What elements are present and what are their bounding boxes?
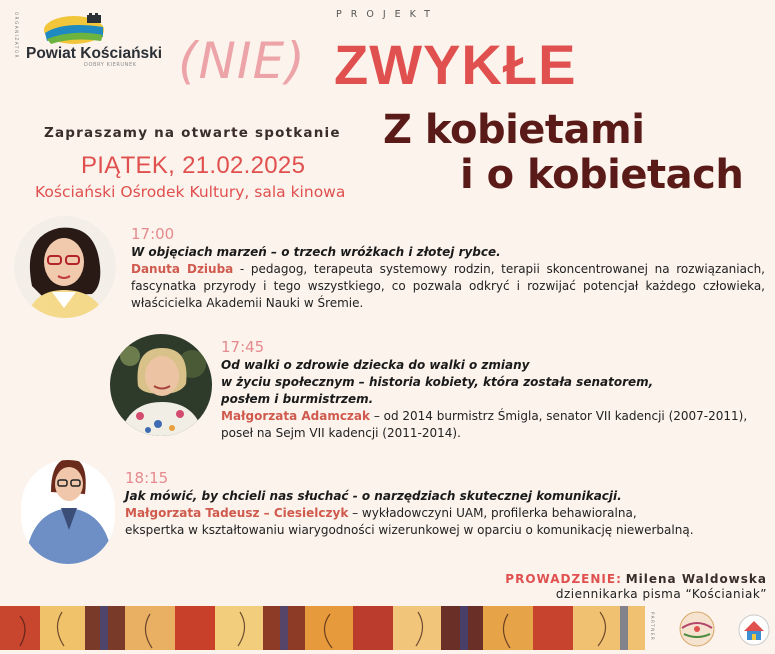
speaker-photo-2 <box>110 334 212 436</box>
invite-text: Zapraszamy na otwarte spotkanie <box>44 125 341 141</box>
session-1-time: 17:00 <box>131 225 175 243</box>
session-2-talk <box>221 357 741 408</box>
host-block <box>505 572 767 602</box>
session-2-time: 17:45 <box>221 338 265 356</box>
session-2-bio-line: – od 2014 burmistrz Śmigla, senator VII kadencji (2007-2011), <box>370 409 748 423</box>
host-label: PROWADZENIE: <box>505 572 622 586</box>
session-3-bio-line: – wykładowczyni UAM, profilerka behawioralna, <box>348 506 637 520</box>
host-role: dziennikarka pisma “Kościaniak” <box>555 587 767 601</box>
decorative-faces-strip <box>0 606 645 650</box>
speaker-photo-1 <box>14 216 116 318</box>
session-2-bio <box>221 408 766 442</box>
session-2-talk-line: posłem i burmistrzem. <box>221 392 374 406</box>
session-2-talk-line: Od walki o zdrowie dziecka do walki o zmiany <box>221 358 530 372</box>
subtitle-line-2: i o kobietach <box>460 152 744 198</box>
partner-area <box>646 606 775 650</box>
organizer-name: Powiat Kościański <box>26 45 163 62</box>
powiat-logo-icon <box>43 13 105 45</box>
session-3-talk: Jak mówić, by chcieli nas słuchać - o narzędziach skutecznej komunikacji. <box>125 489 622 503</box>
partner-house-icon <box>738 614 770 650</box>
partner-logo-icon <box>662 610 732 652</box>
session-3-time: 18:15 <box>125 469 169 487</box>
session-1-bio <box>131 261 765 312</box>
partner-label: PARTNER <box>650 612 655 642</box>
session-1-speaker: Danuta Dziuba <box>131 262 234 276</box>
event-venue: Kościański Ośrodek Kultury, sala kinowa <box>35 183 346 201</box>
session-2-speaker: Małgorzata Adamczak <box>221 409 370 423</box>
session-2-talk-line: w życiu społecznym – historia kobiety, która została senatorem, <box>221 375 654 389</box>
host-name: Milena Waldowska <box>625 572 767 586</box>
event-date: PIĄTEK, 21.02.2025 <box>81 152 306 179</box>
speaker-photo-3 <box>21 460 115 564</box>
subtitle-line-1: Z kobietami <box>383 107 645 153</box>
project-label: PROJEKT <box>336 9 439 20</box>
organizer-slogan: DOBRY KIERUNEK <box>84 62 137 68</box>
session-2-bio-line: poseł na Sejm VII kadencji (2011-2014). <box>221 426 461 440</box>
session-3-bio <box>125 505 765 539</box>
session-3-bio-line: ekspertka w kształtowaniu wiarygodności wizerunkowej w oparciu o komunikację niewerbalną. <box>125 523 694 537</box>
organizer-label: ORGANIZATOR <box>14 12 19 60</box>
title-nie: (NIE) <box>178 32 306 90</box>
title-zwykle: ZWYKŁE <box>334 33 577 96</box>
session-1-bio-text: - pedagog, terapeuta systemowy rodzin, terapii skoncentrowanej na rozwiązaniach, fascynatka przyrody i tego wszystkiego, co pozwala odkryć i rozwijać potencjał każdego człowieka, właścicielka Akademii Nauki w Śremie. <box>131 262 765 310</box>
session-1-talk: W objęciach marzeń – o trzech wróżkach i złotej rybce. <box>131 245 501 259</box>
session-3-speaker: Małgorzata Tadeusz – Ciesielczyk <box>125 506 349 520</box>
